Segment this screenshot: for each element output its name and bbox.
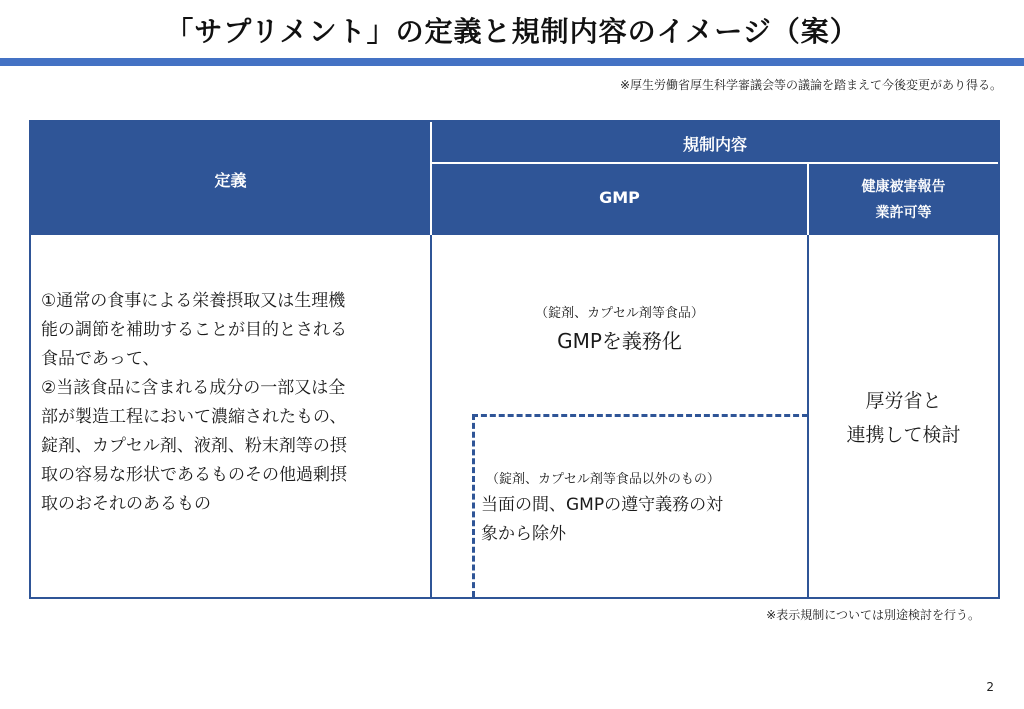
header-gmp: [432, 164, 807, 235]
dashed-divider-vertical: [472, 414, 475, 597]
header-gmp-label: GMP: [599, 188, 640, 207]
definition-line: ②当該食品に含まれる成分の一部又は全: [41, 378, 346, 398]
gmp-other-text: [481, 491, 801, 549]
definition-line: 食品であって、: [41, 349, 160, 369]
health-line: 厚労省と: [865, 390, 942, 412]
gmp-other-note: （錠剤、カプセル剤等食品以外のもの）: [486, 472, 720, 487]
regulation-table: [29, 120, 1000, 599]
header-definition: [31, 122, 430, 235]
page-title: 「サプリメント」の定義と規制内容のイメージ（案）: [165, 15, 859, 48]
gmp-tablet-note: （錠剤、カプセル剤等食品）: [535, 306, 704, 321]
header-regulation: [432, 122, 998, 162]
definition-line: ①通常の食事による栄養摂取又は生理機: [41, 291, 346, 311]
title-rule: [0, 58, 1024, 66]
definition-text: [41, 287, 426, 519]
column-divider-1: [430, 235, 432, 597]
gmp-other-line: 当面の間、GMPの遵守義務の対: [481, 495, 724, 515]
health-text: [809, 384, 998, 452]
gmp-other-line: 象から除外: [481, 524, 566, 544]
note-top: ※厚生労働省厚生科学審議会等の議論を踏まえて今後変更があり得る。: [619, 78, 1002, 92]
definition-line: 部が製造工程において濃縮されたもの、: [41, 407, 347, 427]
header-definition-label: 定義: [214, 171, 247, 190]
definition-line: 錠剤、カプセル剤、液剤、粉末剤等の摂: [41, 436, 347, 456]
dashed-divider-horizontal: [472, 414, 808, 417]
definition-line: 取のおそれのあるもの: [41, 494, 211, 514]
header-health-line1: 健康被害報告: [861, 179, 946, 195]
note-bottom: ※表示規制については別途検討を行う。: [766, 608, 980, 622]
header-health: [809, 164, 998, 235]
health-line: 連携して検討: [846, 424, 961, 446]
gmp-tablet-text: GMPを義務化: [557, 329, 682, 353]
header-health-line2: 業許可等: [875, 205, 932, 221]
definition-line: 取の容易な形状であるものその他過剰摂: [41, 465, 347, 485]
definition-line: 能の調節を補助することが目的とされる: [41, 320, 347, 340]
header-regulation-label: 規制内容: [682, 135, 747, 154]
page-number: 2: [986, 680, 994, 694]
